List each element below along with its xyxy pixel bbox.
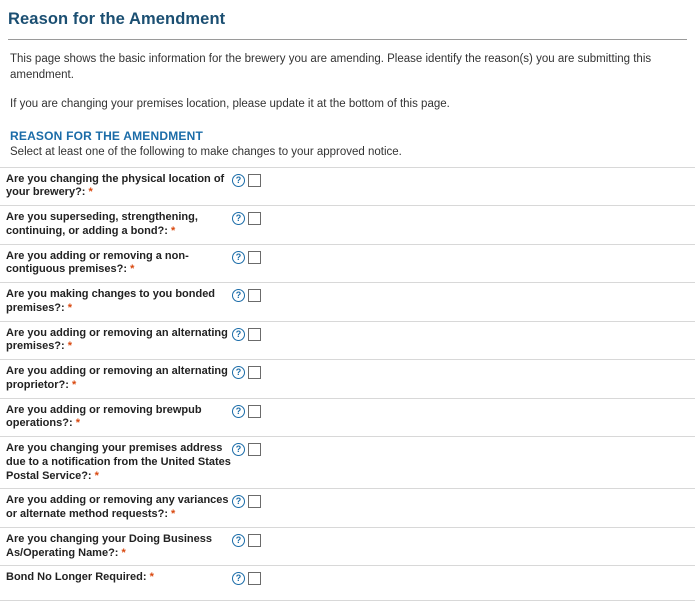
question-label-text: Are you changing the physical location of your brewery?: [6,172,225,199]
question-controls [232,404,261,418]
page-title: Reason for the Amendment [8,10,226,28]
question-controls [232,533,261,547]
question-row [0,167,695,206]
question-row [0,436,695,488]
required-marker: * [67,340,73,353]
help-icon[interactable]: ? [232,251,245,264]
required-marker: * [94,469,99,482]
help-icon[interactable]: ? [232,328,245,341]
question-label-text: Are you adding or removing an alternating proprietor?: [6,365,228,391]
question-checkbox[interactable] [248,289,261,302]
help-icon[interactable]: ? [232,495,245,508]
required-marker: * [67,301,73,314]
question-checkbox[interactable] [248,572,261,585]
question-checkbox[interactable] [248,443,261,456]
help-icon[interactable]: ? [232,572,245,585]
intro-paragraph-2: If you are changing your premises location, please update it at the bottom of this page. [10,98,450,111]
question-checkbox[interactable] [248,212,261,225]
question-controls [232,327,261,341]
section-header [0,127,695,158]
question-label-text: Are you changing your premises address due to a notification from the United States Postal Service?: [6,442,231,482]
question-controls [232,365,261,379]
question-label [0,533,232,561]
help-icon[interactable]: ? [232,174,245,187]
question-label-text: Are you superseding, strengthening, continuing, or adding a bond?: [6,211,198,237]
question-checkbox[interactable] [248,534,261,547]
question-checkbox[interactable] [248,174,261,187]
question-label-text: Are you adding or removing any variances or alternate method requests?: [6,494,229,521]
question-label [0,365,232,393]
question-row [0,488,695,527]
intro-paragraph-1: This page shows the basic information for the brewery you are amending. Please identify the reason(s) you are submitting this amendment. [10,53,652,81]
question-label-text: Are you making changes to you bonded premises?: [6,288,216,314]
question-controls [232,571,261,585]
question-checkbox[interactable] [248,251,261,264]
question-label [0,404,232,432]
help-icon[interactable]: ? [232,443,245,456]
help-icon[interactable]: ? [232,534,245,547]
intro-text-block [0,40,695,113]
required-marker: * [149,571,154,584]
question-controls [232,250,261,264]
help-icon[interactable]: ? [232,289,245,302]
question-checkbox[interactable] [248,366,261,379]
question-row [0,244,695,283]
question-label-text: Are you changing your Doing Business As/Operating Name?: [6,532,212,559]
question-controls [232,211,261,225]
section-title: REASON FOR THE AMENDMENT [10,128,204,143]
question-label-text: Are you adding or removing a non-contiguous premises?: [6,249,189,276]
question-row [0,205,695,244]
required-marker: * [121,546,126,559]
question-controls [232,173,261,187]
question-checkbox[interactable] [248,495,261,508]
question-label [0,211,232,239]
required-marker: * [130,263,135,276]
required-marker: * [88,186,93,199]
question-label [0,442,232,483]
question-controls [232,442,261,456]
question-list [0,167,695,601]
question-row [0,565,695,601]
required-marker: * [170,224,176,237]
required-marker: * [75,417,80,430]
question-label-text: Bond No Longer Required: [6,571,147,584]
question-controls [232,288,261,302]
question-row [0,398,695,437]
question-label [0,571,232,585]
question-row [0,527,695,566]
question-checkbox[interactable] [248,405,261,418]
question-label [0,250,232,278]
question-label-text: Are you adding or removing brewpub operations?: [6,403,202,430]
question-checkbox[interactable] [248,328,261,341]
help-icon[interactable]: ? [232,405,245,418]
required-marker: * [72,378,77,391]
question-row [0,282,695,321]
section-subtitle: Select at least one of the following to make changes to your approved notice. [10,145,402,158]
question-row [0,321,695,360]
question-label [0,288,232,316]
question-row [0,359,695,398]
help-icon[interactable]: ? [232,212,245,225]
question-label [0,173,232,201]
question-label-text: Are you adding or removing an alternating premises?: [6,326,228,353]
question-label [0,494,232,522]
question-label [0,327,232,355]
required-marker: * [171,508,176,521]
question-controls [232,494,261,508]
help-icon[interactable]: ? [232,366,245,379]
